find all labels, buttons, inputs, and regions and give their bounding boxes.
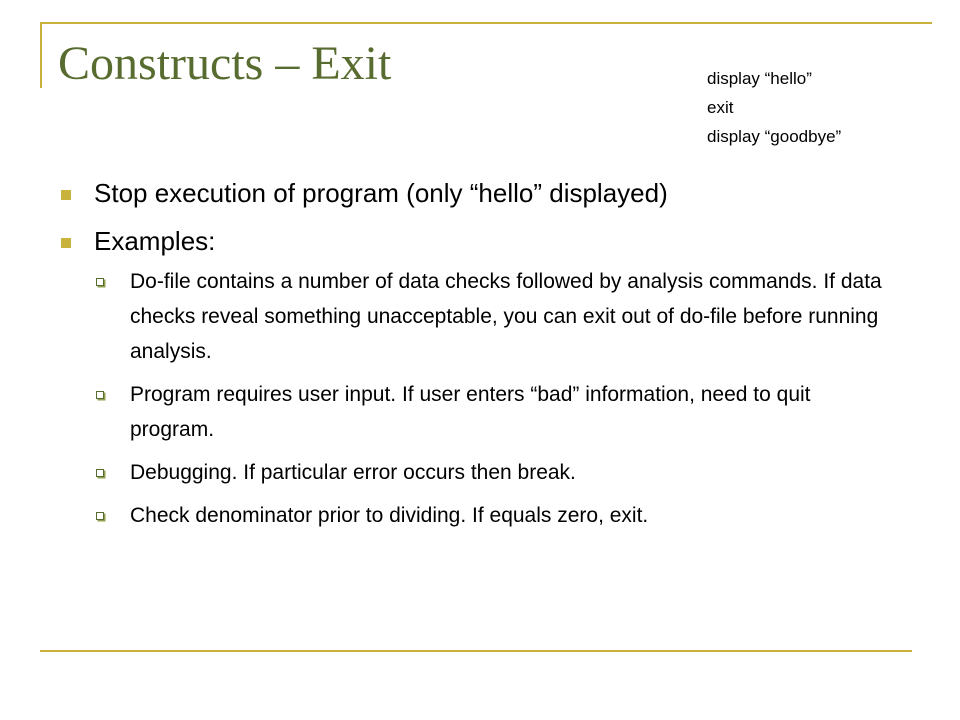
- example-item: [58, 264, 890, 369]
- bullet-item: [58, 222, 918, 533]
- code-sample: [707, 64, 841, 151]
- example-text: Check denominator prior to dividing. If equals zero, exit.: [130, 504, 649, 527]
- example-text: Debugging. If particular error occurs then break.: [130, 461, 576, 484]
- example-text: Do-file contains a number of data checks followed by analysis commands. If data checks reveal something unacceptable, you can exit out of do-file before running analysis.: [130, 270, 882, 363]
- code-line: display “hello”: [707, 69, 812, 88]
- example-item: [58, 498, 890, 533]
- left-border-rule: [40, 22, 42, 88]
- square-bullet-icon: [61, 238, 71, 248]
- example-item: [58, 377, 890, 447]
- bottom-border-rule: [40, 650, 912, 652]
- code-line: exit: [707, 98, 734, 117]
- bullet-text: Stop execution of program (only “hello” displayed): [94, 178, 668, 208]
- hollow-square-bullet-icon: [96, 469, 104, 477]
- slide-title: Constructs – Exit: [58, 37, 392, 90]
- hollow-square-bullet-icon: [96, 278, 104, 286]
- bullet-list: [58, 174, 918, 543]
- square-bullet-icon: [61, 190, 71, 200]
- example-text: Program requires user input. If user enters “bad” information, need to quit program.: [130, 383, 811, 441]
- code-line: display “goodbye”: [707, 127, 842, 146]
- example-item: [58, 455, 890, 490]
- top-border-rule: [40, 22, 932, 24]
- hollow-square-bullet-icon: [96, 512, 104, 520]
- examples-list: [94, 264, 918, 533]
- bullet-item: [58, 174, 918, 212]
- hollow-square-bullet-icon: [96, 391, 104, 399]
- bullet-text: Examples:: [94, 226, 216, 256]
